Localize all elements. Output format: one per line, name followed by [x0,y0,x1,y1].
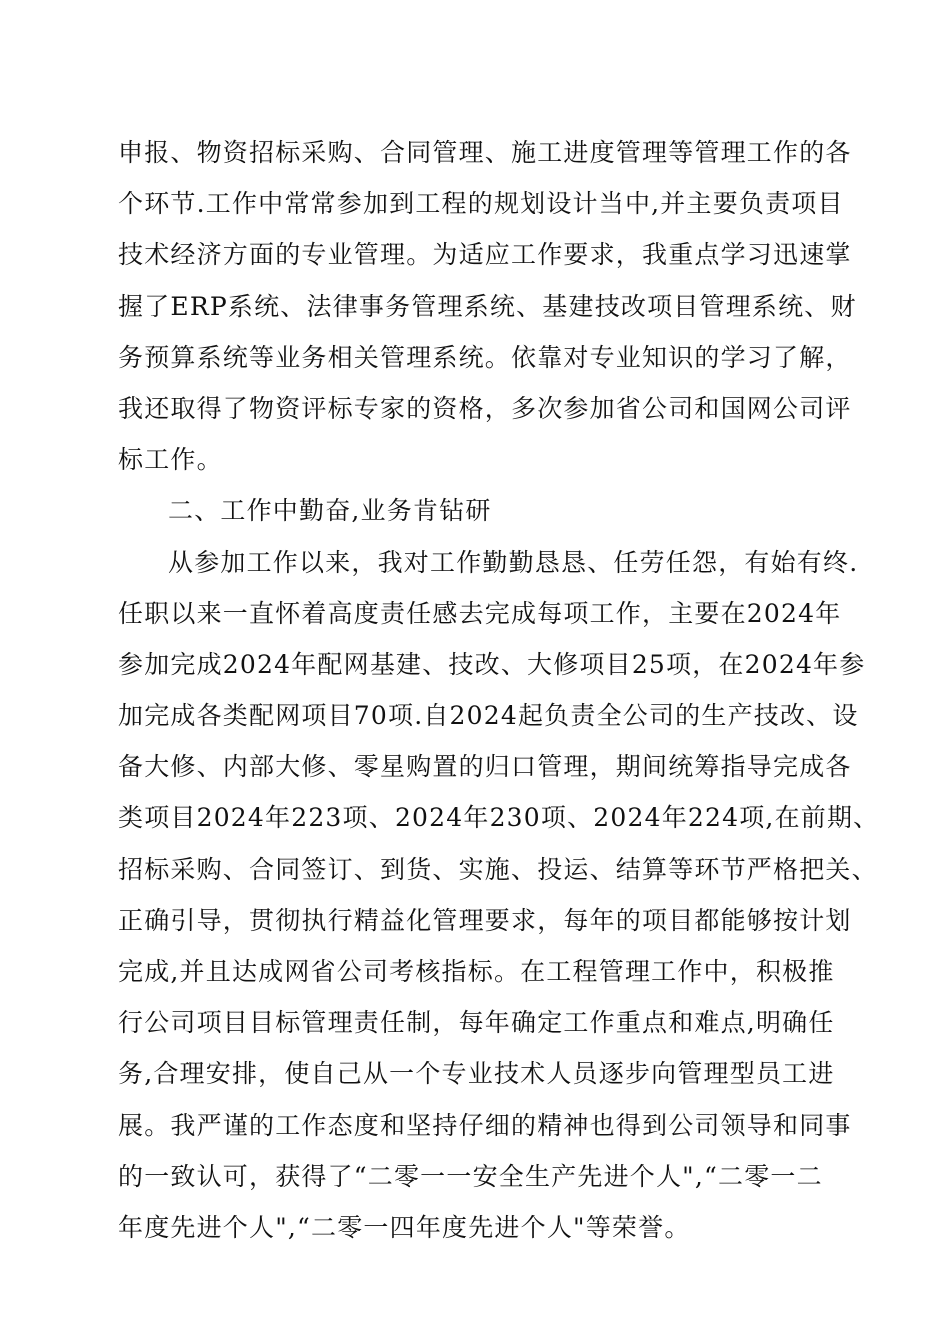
text-line: 行公司项目目标管理责任制，每年确定工作重点和难点,明确任 [118,1008,835,1038]
text-line: 务预算系统等业务相关管理系统。依靠对专业知识的学习了解， [118,342,852,372]
text-line: 的一致认可，获得了“二零一一安全生产先进个人",“二零一二 [118,1161,823,1191]
text-line: 正确引导，贯彻执行精益化管理要求，每年的项目都能够按计划 [118,905,852,935]
text-line: 完成,并且达成网省公司考核指标。在工程管理工作中，积极推 [118,957,835,986]
text-line: 参加完成2024年配网基建、技改、大修项目25项，在2024年参 [118,649,866,679]
text-line: 任职以来一直怀着高度责任感去完成每项工作，主要在2024年 [118,598,842,628]
text-line: 类项目2024年223项、2024年230项、2024年224项,在前期、 [118,803,880,833]
text-line: 个环节.工作中常常参加到工程的规划设计当中,并主要负责项目 [118,189,844,219]
text-line: 我还取得了物资评标专家的资格，多次参加省公司和国网公司评 [118,393,852,423]
text-line: 招标采购、合同签订、到货、实施、投运、结算等环节严格把关、 [118,854,878,884]
text-line: 备大修、内部大修、零星购置的归口管理，期间统筹指导完成各 [118,752,852,782]
text-line: 从参加工作以来，我对工作勤勤恳恳、任劳任怨，有始有终. [168,547,859,577]
text-line: 标工作。 [118,445,223,475]
section-heading: 二、工作中勤奋,业务肯钻研 [168,496,492,526]
document-body [118,127,880,1253]
text-line: 年度先进个人",“二零一四年度先进个人"等荣誉。 [118,1212,691,1242]
text-line: 加完成各类配网项目70项.自2024起负责全公司的生产技改、设 [118,701,859,731]
text-line: 握了ERP系统、法律事务管理系统、基建技改项目管理系统、财 [118,291,857,321]
text-line: 务,合理安排，使自己从一个专业技术人员逐步向管理型员工进 [118,1059,835,1089]
text-line: 申报、物资招标采购、合同管理、施工进度管理等管理工作的各 [118,138,852,167]
text-line: 展。我严谨的工作态度和坚持仔细的精神也得到公司领导和同事 [118,1110,852,1140]
text-line: 技术经济方面的专业管理。为适应工作要求，我重点学习迅速掌 [118,240,852,270]
